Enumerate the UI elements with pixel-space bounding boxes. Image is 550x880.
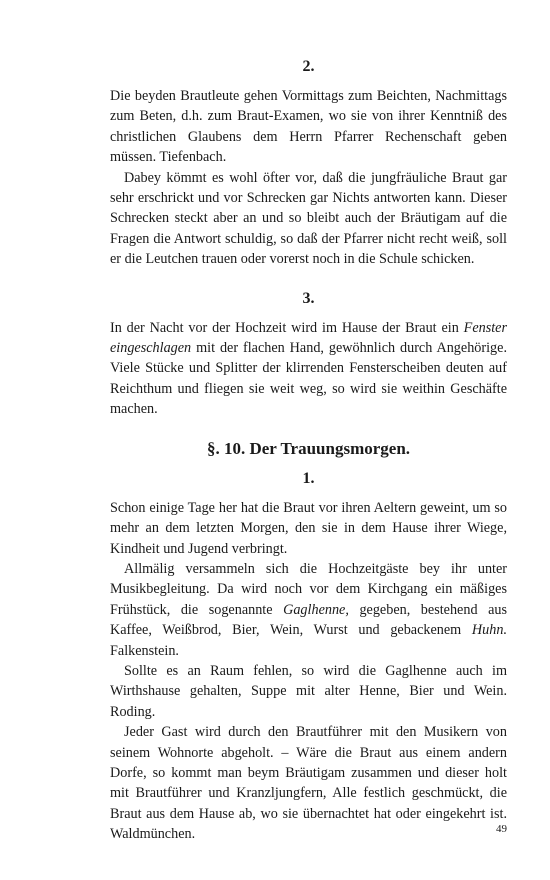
paragraph-2-1: Die beyden Brautleute gehen Vormittags zum Beichten, Nachmittags zum Beten, d.h. zum Braut-Examen, wo sie von ihrer Kenntniß des christlichen Glaubens dem Herrn Pfarrer Rechenschaft geben müssen. Tiefenbach.: [110, 88, 507, 166]
paragraph-10-2-text-b: gegeben, bestehend aus Kaffee, Weißbrod, Bier, Wein, Wurst und gebackenem: [110, 601, 507, 639]
paragraph-10-2-emphasis-1: Gaglhenne,: [283, 601, 349, 618]
paragraph-10-1: Schon einige Tage her hat die Braut vor ihren Aeltern geweint, um so mehr an dem letzten Morgen, den sie in dem Hause ihrer Wiege, Kindheit und Jugend verbringt.: [110, 499, 507, 557]
paragraph-10-2-text-c: Falkenstein.: [110, 642, 179, 659]
paragraph-2-2: Dabey kömmt es wohl öfter vor, daß die jungfräuliche Braut gar sehr erschrickt und vor Schrecken gar Nichts antworten kann. Dieser Schrecken steckt aber an und so bleibt auch der Bräutigam auf die Fragen die Antwort schuldig, so daß der Pfarrer nicht recht weiß, soll er die Leutchen trauen oder vorerst noch in die Schule schicken.: [110, 169, 507, 268]
section-number-10-1: 1.: [302, 469, 315, 487]
section-2: [110, 56, 507, 270]
section-number-2: 2.: [302, 58, 315, 75]
paragraph-10-3: Sollte es an Raum fehlen, so wird die Gaglhenne auch im Wirthshause gehalten, Suppe mit alter Henne, Bier und Wein. Roding.: [110, 662, 507, 720]
paragraph-3-1: [110, 318, 507, 420]
paragraph-3-1-emphasis: Fenster eingeschlagen: [110, 319, 507, 357]
page-number: 49: [496, 823, 507, 835]
paragraph-10-2: [110, 559, 507, 661]
paragraph-10-2-text-a: Allmälig versammeln sich die Hochzeitgäste bey ihr unter Musikbegleitung. Da wird noch vor dem Kirchgang ein mäßiges Frühstück, die sogenannte: [110, 560, 507, 618]
section-3: [110, 288, 507, 420]
section-title-10: §. 10. Der Trauungsmorgen.: [206, 438, 411, 458]
paragraph-10-2-emphasis-2: Huhn.: [471, 622, 507, 639]
section-10: [110, 438, 507, 845]
paragraph-3-1-text-b: mit der flachen Hand, gewöhnlich durch Angehörige. Viele Stücke und Splitter der klirrenden Fensterscheiben deuten auf Reichthum und fliegen sie weit weg, so wird sie weithin Geschäfte machen.: [110, 340, 507, 418]
paragraph-3-1-text-a: In der Nacht vor der Hochzeit wird im Hause der Braut ein: [110, 319, 464, 336]
section-number-3: 3.: [302, 289, 315, 307]
page-body: [110, 56, 507, 863]
paragraph-10-4: Jeder Gast wird durch den Brautführer mit den Musikern von seinem Wohnorte abgeholt. – Wäre die Braut aus einem andern Dorfe, so kommt man beym Bräutigam zusammen und dieser holt mit Brautführer und Kranzljungfern, Alle festlich geschmückt, die Braut aus dem Hause ab, wo sie übernachtet hat oder eingekehrt ist. Waldmünchen.: [110, 724, 507, 843]
